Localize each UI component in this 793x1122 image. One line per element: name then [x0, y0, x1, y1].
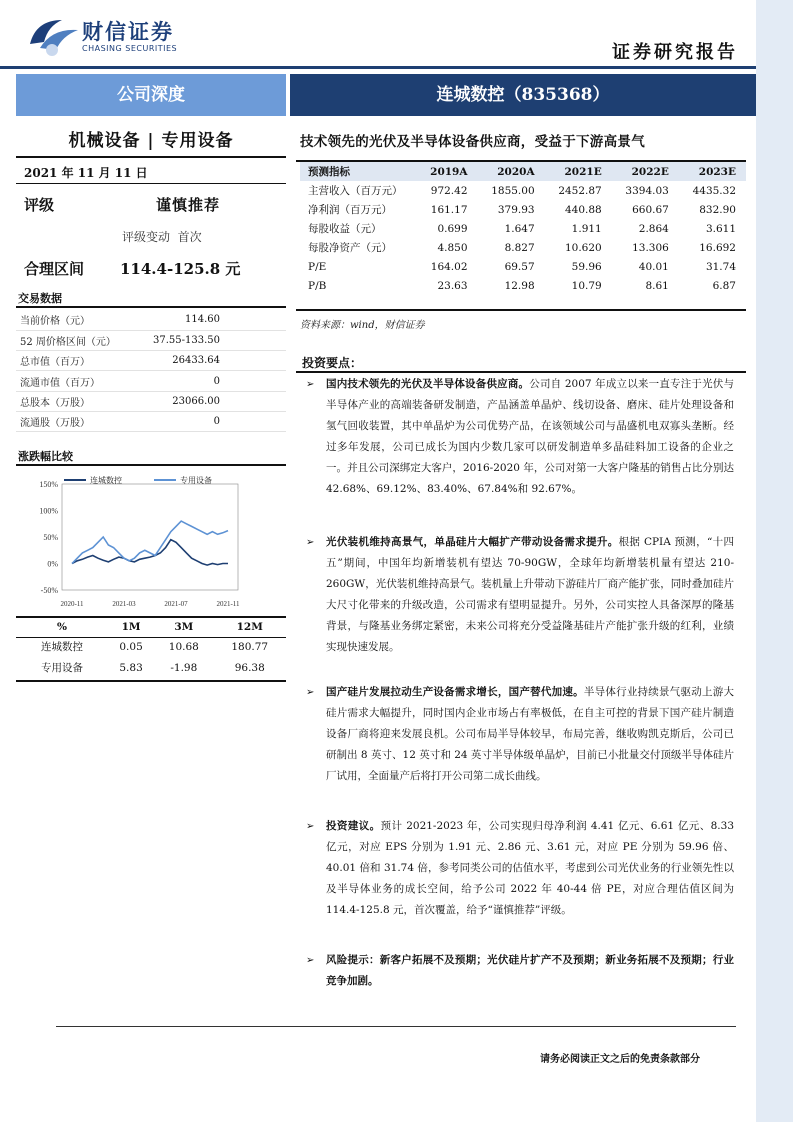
column-header: 2020A — [478, 162, 545, 181]
column-header: 2021E — [545, 162, 612, 181]
table-cell: 1855.00 — [491, 184, 535, 197]
table-cell: 3394.03 — [625, 184, 669, 197]
point-heading: 光伏装机维持高景气，单晶硅片大幅扩产带动设备需求提升。 — [326, 536, 619, 548]
column-header: 2022E — [612, 162, 679, 181]
column-header: 2019A — [418, 162, 478, 181]
table-row — [300, 276, 746, 295]
table-cell: 440.88 — [564, 203, 602, 216]
rating-change-label: 评级变动 — [122, 230, 171, 244]
table-cell: 59.96 — [571, 260, 602, 273]
x-tick-label: 2021-03 — [112, 600, 136, 608]
table-row — [16, 391, 286, 411]
table-row — [300, 200, 746, 219]
trading-value: 114.60 — [132, 310, 286, 330]
table-cell: 1.647 — [504, 222, 535, 235]
point-heading: 国内技术领先的光伏及半导体设备供应商。 — [326, 378, 530, 390]
table-cell: 2452.87 — [558, 184, 602, 197]
investment-points-title: 投资要点： — [302, 356, 363, 370]
forecast-table — [300, 162, 746, 295]
y-tick-label: 50% — [43, 533, 58, 542]
brand-name: 财信证券 — [82, 20, 174, 44]
table-cell: -1.98 — [170, 661, 198, 674]
column-header: 2023E — [679, 162, 746, 181]
column-header: 1M — [121, 621, 141, 633]
trading-key: 当前价格（元） — [16, 310, 132, 330]
table-cell: 8.827 — [504, 241, 535, 254]
table-cell: 23.63 — [437, 279, 468, 292]
y-tick-label: 0% — [47, 559, 58, 569]
footer-disclaimer: 请务必阅读正文之后的免责条款部分 — [540, 1054, 700, 1065]
list-item — [300, 374, 734, 500]
divider — [16, 183, 286, 184]
table-cell: 660.67 — [632, 203, 669, 216]
legend-label: 专用设备 — [180, 476, 212, 485]
table-cell: 164.02 — [430, 260, 468, 273]
trading-value: 26433.64 — [132, 351, 286, 371]
report-date: 2021 年 11 月 11 日 — [24, 166, 148, 180]
table-cell: 180.77 — [231, 640, 269, 653]
point-heading: 投资建议。 — [326, 820, 381, 832]
table-row — [300, 257, 746, 276]
table-cell: 16.692 — [699, 241, 736, 254]
table-source: 资料来源：wind，财信证券 — [300, 320, 425, 331]
table-cell: 972.42 — [430, 184, 468, 197]
brand-logo-icon — [22, 14, 84, 58]
table-cell: 5.83 — [119, 661, 143, 674]
trading-data-title: 交易数据 — [18, 292, 62, 305]
table-cell: 0.05 — [119, 640, 143, 653]
report-headline: 技术领先的光伏及半导体设备供应商，受益于下游高景气 — [300, 134, 645, 150]
table-cell: 1.911 — [571, 222, 602, 235]
table-cell: 161.17 — [430, 203, 468, 216]
table-row — [16, 636, 286, 657]
bullet-arrow-icon: ➢ — [306, 537, 315, 548]
trading-value: 0 — [132, 411, 286, 431]
table-row — [300, 181, 746, 200]
column-header: % — [57, 621, 67, 633]
table-row — [16, 411, 286, 431]
trading-data-table — [16, 310, 286, 432]
company-title-banner: 连城数控（835368） — [290, 74, 756, 116]
trading-key: 流通市值（百万） — [16, 371, 132, 391]
divider — [16, 156, 286, 158]
point-text: 预计 2021-2023 年，公司实现归母净利润 4.41 亿元、6.61 亿元、8.33 亿元，对应 EPS 分别为 1.91 元、2.86 元、3.61 元，对应 PE 分别为 59.96 倍、40.01 倍和 31.74 倍，参考同类公司的估值水平，考虑到公司光伏业务的行业领先性以及半导体业务的成长空间，给予公司 2022 年 40-44 倍 PE，对应合理估值区间为 114.4-125.8 元，首次覆盖，给予“谨慎推荐”评级。 — [326, 820, 734, 916]
divider — [16, 637, 286, 638]
y-tick-label: 100% — [39, 506, 58, 516]
table-cell: 2.864 — [638, 222, 669, 235]
divider — [296, 371, 746, 373]
table-cell: 每股收益（元） — [308, 223, 382, 235]
trading-key: 流通股（万股） — [16, 411, 132, 431]
x-tick-label: 2021-11 — [216, 600, 240, 608]
bullet-arrow-icon: ➢ — [306, 955, 315, 966]
divider — [296, 309, 746, 311]
column-header: 预测指标 — [300, 162, 418, 181]
decorative-side-strip — [756, 0, 793, 1122]
table-cell: 专用设备 — [41, 662, 83, 674]
plot-frame — [62, 484, 238, 590]
table-row — [16, 330, 286, 350]
list-item — [300, 950, 734, 992]
y-tick-label: 150% — [39, 480, 58, 489]
bullet-arrow-icon: ➢ — [306, 379, 315, 390]
perf-chart-title: 涨跌幅比较 — [18, 450, 73, 463]
report-category-banner: 公司深度 — [16, 74, 286, 116]
trading-value: 0 — [132, 371, 286, 391]
list-item — [300, 816, 734, 921]
header-divider — [0, 66, 756, 69]
trading-value: 37.55-133.50 — [132, 330, 286, 350]
list-item — [300, 682, 734, 787]
table-cell: 10.620 — [564, 241, 602, 254]
rating-change — [122, 228, 202, 245]
table-cell: 4.850 — [437, 241, 468, 254]
rating-change-value: 首次 — [177, 230, 202, 244]
table-cell: 10.68 — [168, 640, 199, 653]
table-row — [16, 351, 286, 371]
divider — [16, 680, 286, 682]
price-range-value: 114.4-125.8 元 — [120, 260, 241, 278]
table-cell: 连城数控 — [41, 641, 83, 653]
column-header: 3M — [174, 621, 194, 633]
table-cell: 379.93 — [497, 203, 535, 216]
x-tick-label: 2020-11 — [60, 600, 84, 608]
trading-key: 总市值（百万） — [16, 351, 132, 371]
column-header: 12M — [236, 621, 263, 633]
trading-value: 23066.00 — [132, 391, 286, 411]
table-cell: 40.01 — [638, 260, 669, 273]
table-cell: 832.90 — [699, 203, 736, 216]
performance-table — [16, 618, 286, 678]
x-tick-label: 2021-07 — [164, 600, 188, 608]
point-text: 根据 CPIA 预测，“十四五”期间，中国年均新增装机有望达 70-90GW，全球年均新增装机量有望达 210-260GW，光伏装机维持高景气。装机量上升带动下游硅片厂商产能扩张，同时叠加硅片大尺寸化带来的升级改造，公司需求有望明显提升。另外，公司实控人具备深厚的隆基背景，与隆基业务绑定紧密，未来公司将充分受益隆基硅片产能扩张升级的红利，业绩实现快速发展。 — [326, 536, 734, 653]
list-item — [300, 532, 734, 658]
bullet-arrow-icon: ➢ — [306, 687, 315, 698]
divider — [16, 306, 286, 308]
table-cell: 净利润（百万元） — [308, 204, 392, 216]
table-row — [16, 657, 286, 678]
report-type: 证券研究报告 — [612, 42, 738, 63]
table-cell: 13.306 — [632, 241, 669, 254]
price-range-label: 合理区间 — [24, 260, 85, 278]
point-text: 公司自 2007 年成立以来一直专注于光伏与半导体产业的高端装备研发制造，产品涵盖单晶炉、线切设备、磨床、硅片处理设备和氢气回收装置，其中单晶炉为公司优势产品，在该领域公司与晶盛机电双寡头垄断。经过多年发展，公司已成长为国内少数几家可以研发制造单多晶硅料加工设备的企业之一。并且公司深绑定大客户，2016-2020 年，公司对第一大客户隆基的销售占比分别达 42.68%、69.12%、83.40%、67.84%和 92.67%。 — [326, 378, 734, 495]
rating-value: 谨慎推荐 — [156, 196, 221, 214]
table-row — [300, 219, 746, 238]
performance-line-chart — [16, 466, 286, 612]
table-cell: P/B — [308, 279, 327, 292]
industry-label: 机械设备 | 专用设备 — [68, 131, 234, 151]
table-cell: 3.611 — [705, 222, 736, 235]
trading-key: 总股本（万股） — [16, 391, 132, 411]
table-cell: 12.98 — [504, 279, 535, 292]
table-cell: 0.699 — [437, 222, 468, 235]
table-cell: 8.61 — [645, 279, 669, 292]
trading-key: 52 周价格区间（元） — [16, 330, 132, 350]
point-heading: 国产硅片发展拉动生产设备需求增长，国产替代加速。 — [326, 686, 584, 698]
footer-divider — [56, 1026, 736, 1027]
legend-label: 连城数控 — [90, 476, 122, 485]
y-tick-label: -50% — [40, 586, 58, 595]
table-cell: 主营收入（百万元） — [308, 185, 403, 197]
rating-label: 评级 — [24, 196, 55, 214]
table-cell: 31.74 — [705, 260, 736, 273]
table-row — [16, 310, 286, 330]
table-cell: 6.87 — [712, 279, 736, 292]
brand-name-en: CHASING SECURITIES — [82, 44, 178, 53]
table-row — [16, 371, 286, 391]
table-cell: 每股净资产（元） — [308, 242, 392, 254]
table-cell: 10.79 — [571, 279, 602, 292]
table-row — [300, 238, 746, 257]
table-cell: 4435.32 — [692, 184, 736, 197]
point-heading: 风险提示：新客户拓展不及预期；光伏硅片扩产不及预期；新业务拓展不及预期；行业竞争加剧。 — [326, 954, 734, 987]
table-cell: 96.38 — [234, 661, 265, 674]
point-text: 半导体行业持续景气驱动上游大硅片需求大幅提升，同时国内企业市场占有率极低，在自主可控的背景下国产硅片制造设备厂商将迎来发展良机。公司布局半导体较早，布局完善，继收购凯克斯后，公司已研制出 8 英寸、12 英寸和 24 英寸半导体级单晶炉，目前已小批量交付顶级半导体硅片厂试用，全面量产后将打开公司第二成长曲线。 — [326, 686, 735, 782]
table-cell: P/E — [308, 260, 327, 273]
table-cell: 69.57 — [504, 260, 535, 273]
bullet-arrow-icon: ➢ — [306, 821, 315, 832]
